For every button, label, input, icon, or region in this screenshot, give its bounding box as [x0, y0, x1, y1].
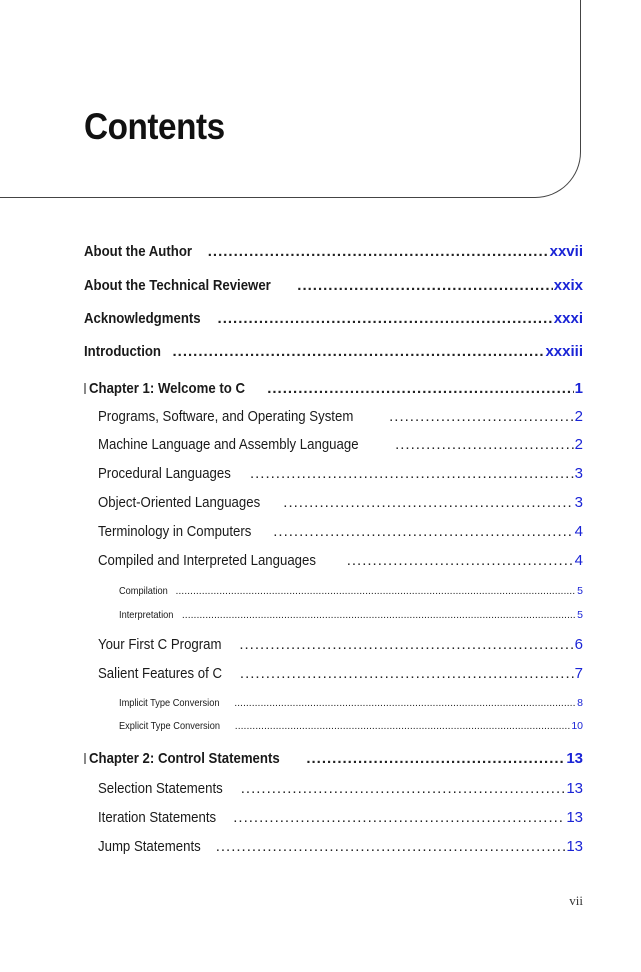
toc-entry-label: About the Author: [84, 243, 193, 260]
toc-entry-acknowledgments[interactable]: [84, 310, 583, 327]
dot-leader: [233, 809, 565, 826]
toc-entry-page: xxix: [553, 277, 583, 294]
toc-entry-page: 2: [574, 408, 583, 425]
dot-leader: [250, 465, 574, 482]
toc-entry-section[interactable]: [98, 636, 583, 653]
square-bullet-icon: [84, 753, 86, 764]
dot-leader: [208, 243, 549, 260]
toc-entry-page: 4: [574, 523, 583, 540]
toc-entry-section[interactable]: [98, 523, 583, 540]
toc-entry-page: 13: [566, 838, 583, 855]
dot-leader: [306, 750, 565, 767]
toc-entry-label: Salient Features of C: [98, 665, 222, 682]
dot-leader: [216, 838, 566, 855]
toc-entry-page: 4: [574, 552, 583, 569]
page-title: Contents: [84, 106, 225, 147]
dot-leader: [182, 609, 576, 621]
toc-entry-section[interactable]: [98, 838, 583, 855]
toc-entry-label: Compilation: [119, 585, 168, 597]
toc-entry-section[interactable]: [98, 780, 583, 797]
dot-leader: [273, 523, 573, 540]
toc-entry-section[interactable]: [98, 552, 583, 569]
page-number: vii: [569, 893, 583, 908]
toc-entry-page: 7: [574, 665, 583, 682]
toc-entry-label: Chapter 1: Welcome to C: [88, 380, 245, 397]
toc-entry-page: xxxiii: [545, 343, 583, 360]
toc-entry-page: 13: [566, 750, 583, 767]
toc-entry-label: Machine Language and Assembly Language: [98, 436, 359, 453]
toc-entry-subsection[interactable]: [119, 697, 583, 709]
toc-entry-page: 5: [577, 609, 583, 621]
toc-entry-page: 8: [577, 697, 583, 709]
toc-entry-subsection[interactable]: [119, 720, 583, 732]
dot-leader: [389, 408, 574, 425]
toc-entry-about-reviewer[interactable]: [84, 277, 583, 294]
toc-entry-page: 6: [574, 636, 583, 653]
dot-leader: [241, 780, 566, 797]
toc-entry-section[interactable]: [98, 465, 583, 482]
toc-entry-label: Programs, Software, and Operating System: [98, 408, 354, 425]
toc-entry-introduction[interactable]: [84, 343, 583, 360]
toc-entry-label: Iteration Statements: [98, 809, 217, 826]
toc-entry-page: xxvii: [549, 243, 583, 260]
toc-entry-section[interactable]: [98, 665, 583, 682]
toc-entry-label: About the Technical Reviewer: [84, 277, 271, 294]
dot-leader: [218, 310, 553, 327]
toc-entry-label: Acknowledgments: [84, 310, 201, 327]
toc-entry-page: 3: [574, 465, 583, 482]
toc-entry-label: Terminology in Computers: [98, 523, 252, 540]
toc-entry-section[interactable]: [98, 809, 583, 826]
toc-entry-label: Introduction: [84, 343, 161, 360]
toc-entry-section[interactable]: [98, 436, 583, 453]
toc-entry-label: Chapter 2: Control Statements: [88, 750, 280, 767]
toc-entry-chapter-2[interactable]: [84, 750, 583, 767]
toc-entry-page: 1: [574, 380, 583, 397]
toc-entry-label: Procedural Languages: [98, 465, 231, 482]
dot-leader: [240, 665, 574, 682]
dot-leader: [395, 436, 574, 453]
toc-entry-page: 10: [571, 720, 583, 732]
dot-leader: [175, 585, 576, 597]
toc-entry-label: Your First C Program: [98, 636, 222, 653]
toc-entry-page: xxxi: [553, 310, 583, 327]
toc-entry-label: Selection Statements: [98, 780, 223, 797]
dot-leader: [234, 697, 576, 709]
dot-leader: [297, 277, 553, 294]
toc-entry-page: 13: [566, 780, 583, 797]
toc-entry-subsection[interactable]: [119, 609, 583, 621]
toc-entry-about-author[interactable]: [84, 243, 583, 260]
title-frame: [0, 0, 581, 198]
toc-entry-page: 2: [574, 436, 583, 453]
dot-leader: [235, 720, 571, 732]
toc-entry-section[interactable]: [98, 494, 583, 511]
toc-entry-label: Compiled and Interpreted Languages: [98, 552, 316, 569]
square-bullet-icon: [84, 383, 86, 394]
dot-leader: [239, 636, 573, 653]
dot-leader: [347, 552, 574, 569]
toc-entry-label: Object-Oriented Languages: [98, 494, 261, 511]
toc-entry-chapter-1[interactable]: [84, 380, 583, 397]
toc-entry-label: Jump Statements: [98, 838, 201, 855]
dot-leader: [283, 494, 573, 511]
toc-entry-page: 13: [566, 809, 583, 826]
toc-entry-label: Implicit Type Conversion: [119, 697, 220, 709]
dot-leader: [267, 380, 573, 397]
toc-entry-page: 3: [574, 494, 583, 511]
toc-entry-page: 5: [577, 585, 583, 597]
toc-entry-label: Explicit Type Conversion: [119, 720, 221, 732]
toc-entry-label: Interpretation: [119, 609, 174, 621]
toc-entry-subsection[interactable]: [119, 585, 583, 597]
dot-leader: [172, 343, 544, 360]
toc-entry-section[interactable]: [98, 408, 583, 425]
